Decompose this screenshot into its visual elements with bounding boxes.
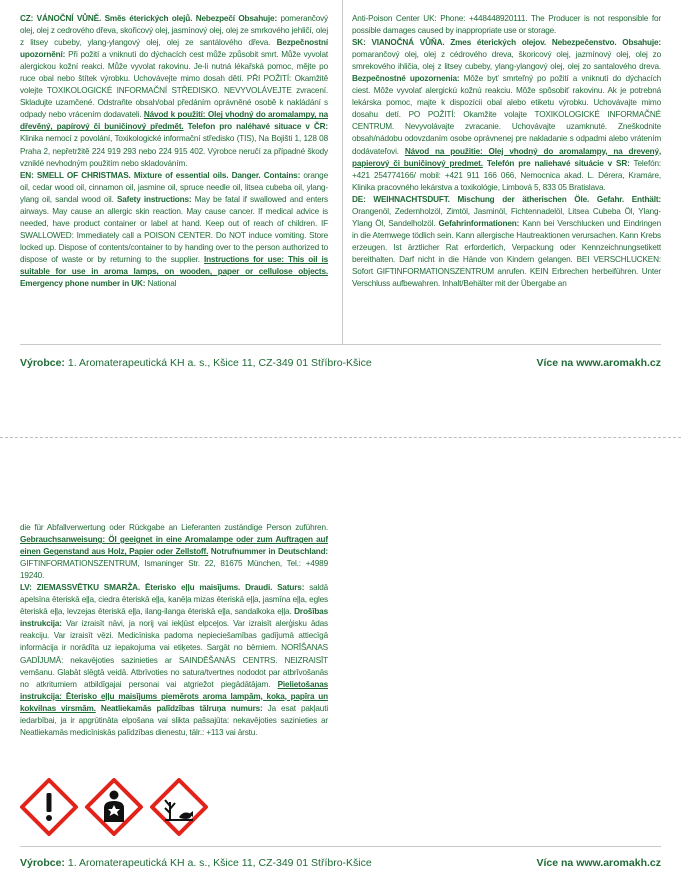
sk-heading: SK: VIANOČNÁ VŮŇA. Zmes éterických olejov. Nebezpečenstvo. Obsahuje: — [352, 38, 661, 48]
lv-safety-heading: Drošības instrukcija: — [20, 607, 328, 629]
en-ingredients: orange oil, cedar wood oil, cinnamon oil, jasmine oil, spruce needle oil, litsea cubeba oil, ylang-ylang oil, sandal wood oil. — [20, 170, 328, 204]
website-link[interactable]: Více na www.aromakh.cz — [536, 357, 661, 369]
de-ingredients: Orangenöl, Zedernholzöl, Zimtöl, Jasminöl, Fichtennadelöl, Litsea Cubeba Öl, Ylang-Ylang Öl, Sandelholzöl. — [352, 206, 661, 228]
producer-line-bottom — [20, 857, 372, 869]
de-usage-instructions: Gebrauchsanweisung: Öl geeignet in eine Aromalampe oder zum Auftragen auf einen Gegenstand aus Holz, Papier oder Zellstoff. — [20, 535, 328, 557]
lv-emergency-heading: Neatliekamās palīdzības tālruņa numurs: — [100, 703, 263, 713]
ghs-pictograms — [20, 778, 210, 836]
health-hazard-icon — [87, 780, 141, 834]
sk-ingredients: pomarančový olej, olej z cédrového dreva, škoricový olej, jazmínový olej, olej zo smrekového ihličia, olej z litsey cubeby, ylang-ylangový olej, olej zo santalového dreva. — [352, 50, 661, 72]
lv-heading: LV: ZIEMASSVĒTKU SMARŽA. Ēterisko eļļu maisījums. Draudi. Saturs: — [20, 583, 305, 593]
de-safety-heading: Gefahrinformationen: — [438, 218, 520, 228]
cz-heading: CZ: VÁNOČNÍ VŮNĚ. Směs éterických olejů. Nebezpečí Obsahuje: — [20, 14, 278, 23]
producer-line — [20, 357, 372, 369]
lv-ingredients: saldā apelsīna ēteriskā eļļa, ciedra ēteriskā eļļa, kanēļa mizas ēteriskā eļļa, jasmīna eļļa, egles ēteriskā eļļa, levzejas ēteriskā eļļa, ilang-ilanga ēteriskā eļļa, sandalkoka eļļa. — [20, 583, 328, 617]
producer-address: 1. Aromaterapeutická KH a. s., Kšice 11, CZ-349 01 Stříbro-Kšice — [67, 357, 372, 369]
sk-safety-text: Môže byť smrteľný po požití a vniknutí do dýchacích ciest. Môže vyvolať alergickú kožnú reakciu. Môže spôsobiť rakovinu. Ak je potrebná lekárska pomoc, majte k dispozícii obal alebo etiketu výrobku. Uchovávajte mimo dosahu detí. PO POŽITÍ: Okamžite volajte TOXIKOLOGICKÉ INFORMAČNÉ CENTRUM. Nevyvolávajte zvracanie. Uchovávajte uzamknuté. Zneškodnite obsah/nádobu odovzdaním osobe oprávnenej pre nakladanie s odpadmi alebo vrátením dodávateľovi. — [352, 74, 661, 156]
sk-emergency-heading: Telefón pre naliehavé situácie v SR: — [486, 158, 630, 168]
footer-rule-top — [20, 344, 661, 345]
cut-line — [0, 437, 681, 438]
producer-label-bottom: Výrobce: — [20, 857, 65, 869]
de-safety-text: Kann bei Verschlucken und Eindringen in die Atemwege tödlich sein. Kann allergische Hautreaktionen verursachen. Kann Krebs erzeugen. Ist ärztlicher Rat erforderlich, Verpackung oder Kennzeichnungsetikett bereithalten. Darf nicht in die Hände von Kindern gelangen. BEI VERSCHLUCKEN: Sofort GIFTINFORMATIONSZENTRUM anrufen. KEIN Erbrechen herbeiführen. Unter Verschluss aufbewahren. Inhalt/Behälter mit der Übergabe an — [352, 218, 661, 289]
en-usage-instructions: Instructions for use: This oil is suitable for use in aroma lamps, on wooden, paper or cellulose objects. — [20, 254, 328, 276]
en-emergency-continued: Anti-Poison Center UK: Phone: +448448920111. The Producer is not responsible for possible damages caused by inappropriate use or storage. — [352, 14, 661, 36]
cz-safety-text: Při požití a vniknutí do dýchacích cest může způsobit smrt. Může vyvolat alergickou kožní reakci. Může vyvolat rakovinu. Je-li nutná lékařská pomoc, mějte po ruce obal nebo štítek výrobku. Uchovávejte mimo dosah dětí. PŘI POŽITÍ: Okamžitě volejte TOXIKOLOGICKÉ INFORMAČNÍ STŘEDISKO. NEVYVOLÁVEJTE zvracení. Skladujte uzamčené. Odstraňte obsah/obal předáním oprávněné osobě k nakládání s odpady nebo vrácením dodavateli. — [20, 50, 328, 120]
sk-safety-heading: Bezpečnostné upozornenia: — [352, 74, 460, 84]
cz-emergency-text: Klinika nemocí z povolání, Toxikologické informační středisko (TIS), Na Bojišti 1, 128 08 Praha 2, nepřetržitě 224 919 293 nebo 224 915 402. Výrobce neručí za případné škody vzniklé nevhodným použitím nebo skladováním. — [20, 134, 328, 168]
producer-label: Výrobce: — [20, 357, 65, 369]
de-emergency-text: GIFTINFORMATIONSZENTRUM, Ismaninger Str. 22, 81675 München, Tel.: +4989 19240. — [20, 559, 328, 581]
de-emergency-heading: Notrufnummer in Deutschland: — [210, 547, 328, 557]
website-link-bottom[interactable]: Více na www.aromakh.cz — [536, 857, 661, 869]
cz-usage-instructions: Návod k použití: Olej vhodný do aromalampy, na dřevěný, papírový či buničinový předmět. — [20, 110, 328, 132]
cz-safety-heading: Bezpečnostní upozornění: — [20, 38, 328, 60]
lv-safety-text: Var izraisīt nāvi, ja norij vai iekļūst elpceļos. Var izraisīt alerģisku ādas reakciju. Var izraisīt vēzi. Medicīniska padoma nepieciešamības gadījumā attiecīgā informācija ir norādīta uz iepakojuma vai etiķetes. Sargāt no bērniem. NORĪŠANAS GADĪJUMĀ: nekavējoties sazinieties ar SAINDĒŠANĀS CENTRS. NEIZRAISĪT vemšanu. Glabāt slēgtā veidā. Atbrīvoties no satura/tvertnes nododot par atbrīvošanās no atkritumiem atbildīgajai personai vai atgriežot piegādātājam. — [20, 619, 328, 689]
environment-hazard-icon — [152, 780, 206, 834]
exclamation-mark-icon — [22, 780, 76, 834]
lv-emergency-text: Ja esat pakļauti iedarbībai, ja ir apgrūtināta elpošana vai slikta pašsajūta: nekavējoties sazinieties ar Neatliekamās medicīniskās palīdzības dienestu, tālr.: +113 vai ārstu. — [20, 703, 328, 737]
lv-usage-instructions: Pielietošanas instrukcija: Ēterisko eļļu maisījums piemērots aroma lampām, koka, papīra un kokvilnas virsmām. — [20, 679, 328, 713]
sk-emergency-text: Telefón: +421 254774166/ mobil: +421 911 166 066, Nemocnica akad. L. Dérera, Kramáre, Klinika pracovného lekárstva a toxikológie, Limbová 5, 833 05 Bratislava. — [352, 158, 661, 192]
en-safety-text: May be fatal if swallowed and enters airways. May cause an allergic skin reaction. May cause cancer. If medical advice is needed, have product container or label at hand. Keep out of reach of children. IF SWALLOWED: Immediately call a POISON CENTER. Do NOT induce vomiting. Store locked up. Dispose of contents/container to by handing over to the person authorized to dispose of waste or by returning to the supplier. — [20, 194, 328, 264]
label-text-left-column — [20, 13, 328, 339]
en-heading: EN: SMELL OF CHRISTMAS. Mixture of essential oils. Danger. Contains: — [20, 170, 301, 180]
footer-rule-bottom — [20, 846, 661, 847]
cz-emergency-heading: Telefon pro naléhavé situace v ČR: — [187, 122, 328, 132]
en-emergency-heading: Emergency phone number in UK: — [20, 279, 146, 289]
en-safety-heading: Safety instructions: — [116, 194, 192, 204]
label-text-right-column — [352, 13, 661, 339]
en-emergency-text: National — [147, 279, 177, 289]
producer-address-bottom: 1. Aromaterapeutická KH a. s., Kšice 11, CZ-349 01 Stříbro-Kšice — [67, 857, 372, 869]
cz-ingredients: pomerančový olej, olej z cedrového dřeva, skořicový olej, jasmínový olej, olej ze smrkového jehličí, olej z litsey cubeby, ylang-ylangový olej, olej ze santálového dřeva. — [20, 14, 328, 48]
de-heading: DE: WEIHNACHTSDUFT. Mischung der ätherischen Öle. Gefahr. Enthält: — [352, 194, 661, 204]
de-disposal-continued: die für Abfallverwertung oder Rückgabe an Lieferanten zuständige Person zuführen. — [20, 523, 328, 532]
label-text-bottom-column — [20, 522, 328, 774]
column-divider — [342, 0, 343, 344]
sk-usage-instructions: Návod na použitie: Olej vhodný do aromalampy, na drevený, papierový či buničinový predmet. — [352, 146, 661, 168]
